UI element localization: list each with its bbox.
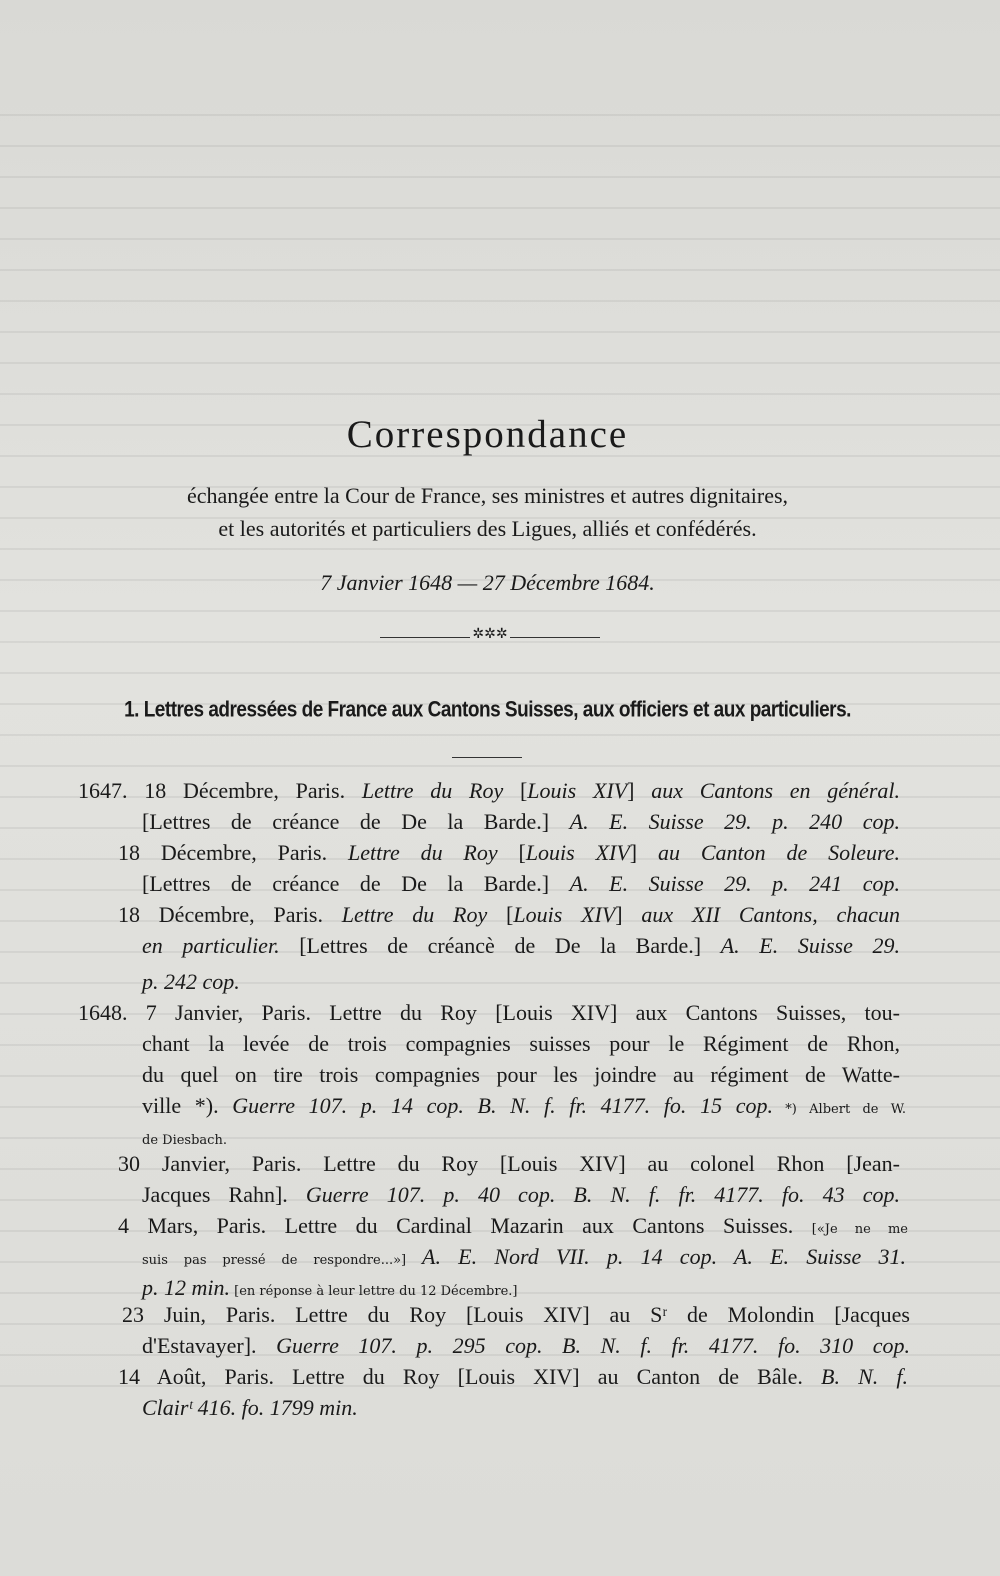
- entry-segment: ville *).: [142, 1093, 233, 1118]
- entry-segment: Lettre du Roy: [347, 840, 498, 865]
- entry-line: [142, 868, 900, 899]
- entry-segment: A. E. Suisse 29. p. 241 cop.: [569, 871, 900, 896]
- date-range: 7 Janvier 1648 — 27 Décembre 1684.: [320, 570, 655, 595]
- short-rule: [452, 757, 522, 758]
- entry-segment: au Canton de Soleure.: [657, 840, 900, 865]
- entry-segment: 1648. 7 Janvier, Paris. Lettre du Roy [Louis XIV] aux Cantons Suisses, tou-: [78, 1000, 900, 1025]
- entry-segment: Guerre 107. p. 295 cop. B. N. f. fr. 4177. fo. 310 cop.: [276, 1333, 910, 1358]
- entry-line: [142, 966, 240, 997]
- page-title: Correspondance: [346, 413, 629, 456]
- entry-line: [118, 899, 900, 930]
- entry-segment: en particulier.: [142, 933, 280, 958]
- entry-segment: ]: [615, 902, 642, 927]
- entry-segment: Guerre 107. p. 14 cop. B. N. f. fr. 4177. fo. 15 cop.: [232, 1093, 774, 1118]
- entry-segment: chant la levée de trois compagnies suisses pour le Régiment de Rhon,: [142, 1031, 900, 1056]
- entry-segment: ]: [629, 840, 658, 865]
- entry-line: [142, 1090, 906, 1121]
- entry-line: [122, 1299, 910, 1330]
- entry-line: [118, 1148, 900, 1179]
- entry-segment: Louis XIV: [525, 840, 630, 865]
- entry-line: [78, 997, 900, 1028]
- entry-line: [142, 1028, 900, 1059]
- entry-segment: 4 Mars, Paris. Lettre du Cardinal Mazarin aux Cantons Suisses.: [118, 1213, 812, 1238]
- entry-segment: [Lettres de créance de De la Barde.]: [142, 809, 570, 834]
- entry-segment: [: [487, 902, 514, 927]
- entry-line: [142, 1392, 358, 1423]
- entry-segment: [«Je ne me: [811, 1222, 908, 1237]
- entry-segment: aux XII Cantons, chacun: [641, 902, 900, 927]
- entry-segment: [en réponse à leur lettre du 12 Décembre.]: [230, 1284, 518, 1299]
- ornament-rule-left: [380, 637, 470, 638]
- entry-segment: A. E. Suisse 29.: [720, 933, 900, 958]
- ornament-rule-right: [510, 637, 600, 638]
- entry-segment: 18 Décembre, Paris.: [118, 902, 342, 927]
- entry-segment: p. 12 min.: [142, 1275, 230, 1300]
- ornament-divider: [380, 628, 600, 648]
- entry-line: [142, 1179, 900, 1210]
- entry-line: [118, 837, 900, 868]
- entry-segment: 18 Décembre, Paris.: [118, 840, 348, 865]
- entry-line: [118, 1361, 908, 1392]
- entry-segment: [: [503, 778, 528, 803]
- entry-segment: [Lettres de créance de De la Barde.]: [142, 871, 570, 896]
- subtitle-line-1: échangée entre la Cour de France, ses ministres et autres dignitaires,: [186, 483, 789, 508]
- entry-segment: 23 Juin, Paris. Lettre du Roy [Louis XIV] au Sʳ de Molondin [Jacques: [122, 1302, 910, 1327]
- entry-line: [118, 1210, 908, 1241]
- entry-segment: Louis XIV: [527, 778, 628, 803]
- entry-line: [142, 1241, 906, 1272]
- entry-segment: A. E. Nord VII. p. 14 cop. A. E. Suisse 31.: [422, 1244, 906, 1269]
- entry-segment: d'Estavayer].: [142, 1333, 277, 1358]
- entry-segment: suis pas pressé de respondre...»]: [142, 1253, 422, 1268]
- section-heading: 1. Lettres adressées de France aux Cantons Suisses, aux officiers et aux particuliers.: [124, 698, 851, 723]
- entry-segment: Lettre du Roy: [341, 902, 488, 927]
- entry-segment: Lettre du Roy: [361, 778, 504, 803]
- entry-segment: [Lettres de créancè de De la Barde.]: [279, 933, 721, 958]
- entry-segment: aux Cantons en général.: [651, 778, 900, 803]
- entry-segment: B. N. f.: [821, 1364, 908, 1389]
- entry-segment: *) Albert de W.: [773, 1102, 906, 1117]
- entry-line: [142, 806, 900, 837]
- entry-segment: A. E. Suisse 29. p. 240 cop.: [569, 809, 900, 834]
- entry-segment: Guerre 107. p. 40 cop. B. N. f. fr. 4177. fo. 43 cop.: [305, 1182, 900, 1207]
- entry-segment: ]: [627, 778, 652, 803]
- entry-segment: Jacques Rahn].: [142, 1182, 306, 1207]
- entry-segment: 1647. 18 Décembre, Paris.: [78, 778, 362, 803]
- entry-segment: Clairᵗ 416. fo. 1799 min.: [142, 1395, 358, 1420]
- entry-line: [78, 775, 900, 806]
- subtitle-line-2: et les autorités et particuliers des Ligues, alliés et confédérés.: [218, 516, 757, 541]
- entry-segment: du quel on tire trois compagnies pour les joindre au régiment de Watte-: [142, 1062, 900, 1087]
- entry-segment: 30 Janvier, Paris. Lettre du Roy [Louis XIV] au colonel Rhon [Jean-: [118, 1151, 900, 1176]
- entry-line: [142, 930, 900, 961]
- entry-segment: p. 242 cop.: [142, 969, 240, 994]
- entry-segment: [: [497, 840, 526, 865]
- ornament-glyph: ✲✲✲: [472, 626, 508, 642]
- entry-line: [142, 1059, 900, 1090]
- entry-segment: de Diesbach.: [142, 1133, 227, 1148]
- entry-segment: 14 Août, Paris. Lettre du Roy [Louis XIV] au Canton de Bâle.: [118, 1364, 822, 1389]
- entry-segment: Louis XIV: [513, 902, 616, 927]
- entry-line: [142, 1330, 910, 1361]
